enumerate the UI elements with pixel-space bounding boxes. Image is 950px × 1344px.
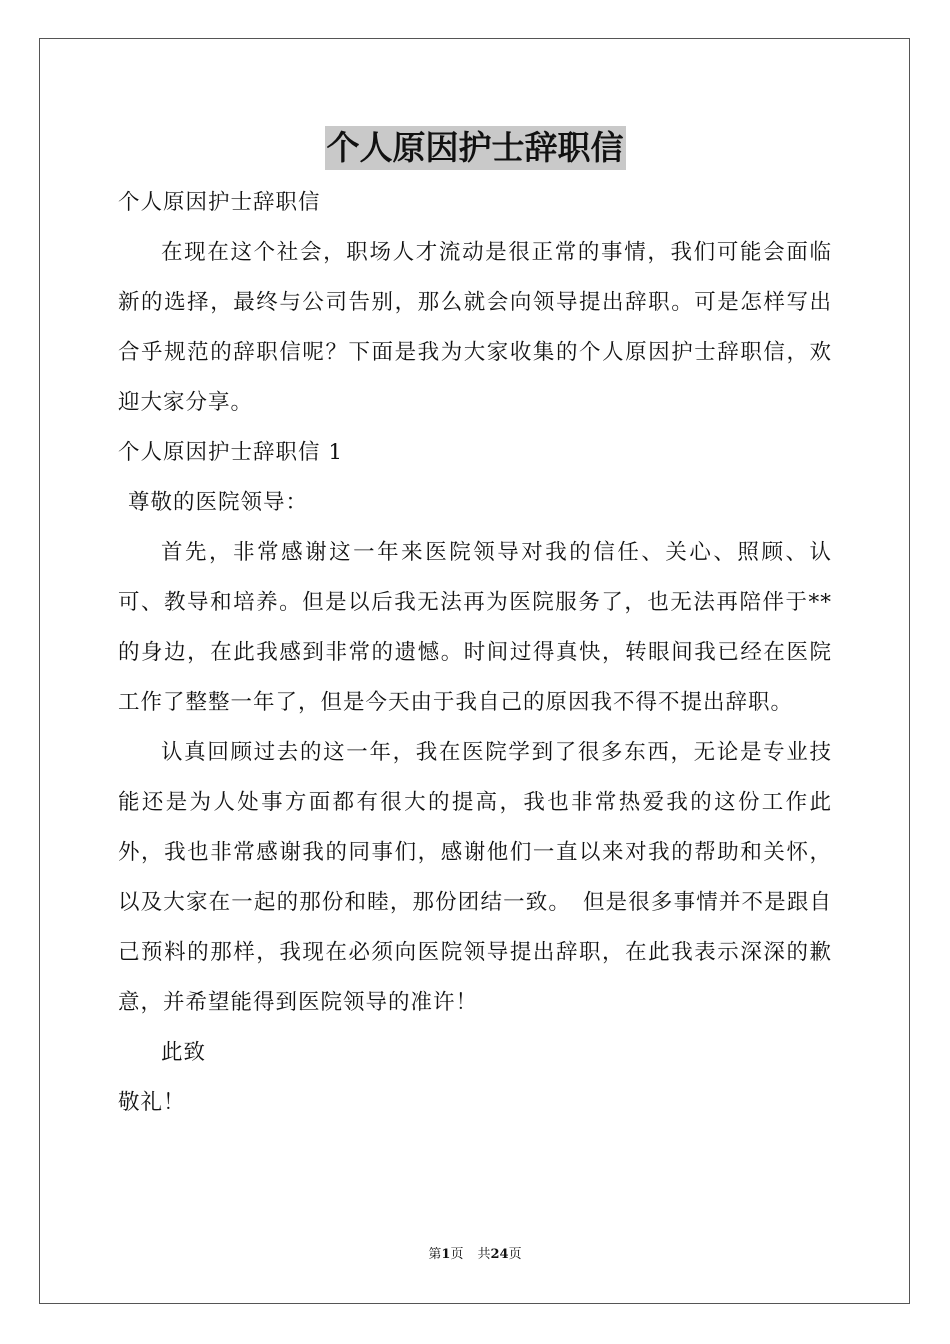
page-suffix: 页 bbox=[450, 1247, 464, 1262]
document-heading: 个人原因护士辞职信 bbox=[118, 190, 321, 215]
total-prefix: 共 bbox=[477, 1247, 491, 1262]
body-paragraph-2: 认真回顾过去的这一年，我在医院学到了很多东西，无论是专业技能还是为人处事方面都有很大的提高，我也非常热爱我的这份工作此外，我也非常感谢我的同事们，感谢他们一直以来对我的帮助和关怀，以及大家在一起的那份和睦，那份团结一致。 但是很多事情并不是跟自己预料的那样，我现在必须向医院领导提出辞职，在此我表示深深的歉意，并希望能得到医院领导的准许！ bbox=[118, 740, 832, 1015]
document-title: 个人原因护士辞职信 bbox=[325, 126, 626, 170]
title-container bbox=[0, 126, 950, 170]
salutation: 尊敬的医院领导： bbox=[128, 490, 309, 515]
body-paragraph-1: 首先，非常感谢这一年来医院领导对我的信任、关心、照顾、认可、教导和培养。但是以后我无法再为医院服务了，也无法再陪伴于**的身边，在此我感到非常的遗憾。时间过得真快，转眼间我已经在医院工作了整整一年了，但是今天由于我自己的原因我不得不提出辞职。 bbox=[118, 540, 832, 715]
total-pages: 24 bbox=[490, 1247, 509, 1262]
intro-paragraph: 在现在这个社会，职场人才流动是很正常的事情，我们可能会面临新的选择，最终与公司告别，那么就会向领导提出辞职。可是怎样写出合乎规范的辞职信呢？下面是我为大家收集的个人原因护士辞职信，欢迎大家分享。 bbox=[118, 240, 832, 415]
total-suffix: 页 bbox=[508, 1247, 522, 1262]
page-prefix: 第 bbox=[428, 1247, 442, 1262]
page-number: 1 bbox=[441, 1247, 451, 1262]
regards-line: 敬礼！ bbox=[118, 1090, 186, 1115]
closing-line: 此致 bbox=[161, 1040, 207, 1065]
page-footer bbox=[0, 1246, 950, 1264]
section-title: 个人原因护士辞职信 1 bbox=[118, 440, 344, 465]
document-body bbox=[118, 178, 832, 1128]
